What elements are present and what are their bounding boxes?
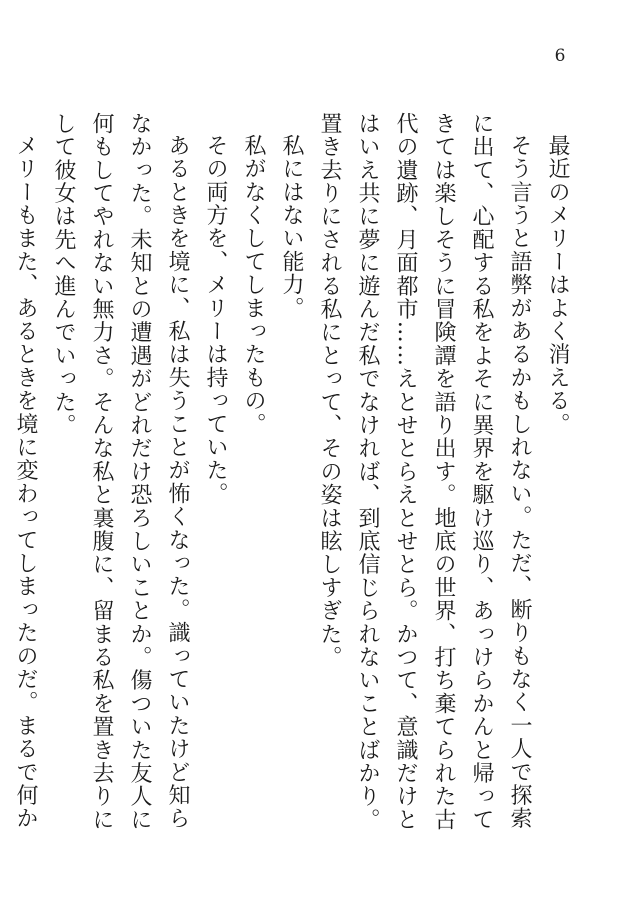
vertical-text-body	[13, 112, 576, 832]
paragraph-3: 私にはない能力。	[279, 134, 304, 320]
paragraph-1: 最近のメリーはよく消える。	[545, 134, 570, 436]
paragraph-7: メリーもまた、あるときを境に変わってしまったのだ。まるで何か	[13, 134, 38, 830]
page-number: 6	[554, 46, 566, 66]
paragraph-2: そう言うと語弊があるかもしれない。ただ、断りもなく一人で探索に出て、心配する私をよそに異界を駆け巡り、あっけらかんと帰ってきては楽しそうに冒険譚を語り出す。地底の世界、打ち棄てられた古代の遺跡、月面都市……えとせとらえとせとら。かつて、意識だけとはいえ共に夢に遊んだ私でなければ、到底信じられないことばかり。置き去りにされる私にとって、その姿は眩しすぎた。	[317, 112, 532, 832]
paragraph-6: あるときを境に、私は失うことが怖くなった。識っていたけど知らなかった。未知との遭遇がどれだけ恐ろしいことか。傷ついた友人に何もしてやれない無力さ。そんな私と裏腹に、留まる私を置き去りにして彼女は先へ進んでいった。	[51, 112, 190, 832]
paragraph-4: 私がなくしてしまったもの。	[241, 134, 266, 436]
paragraph-5: その両方を、メリーは持っていた。	[203, 134, 228, 506]
